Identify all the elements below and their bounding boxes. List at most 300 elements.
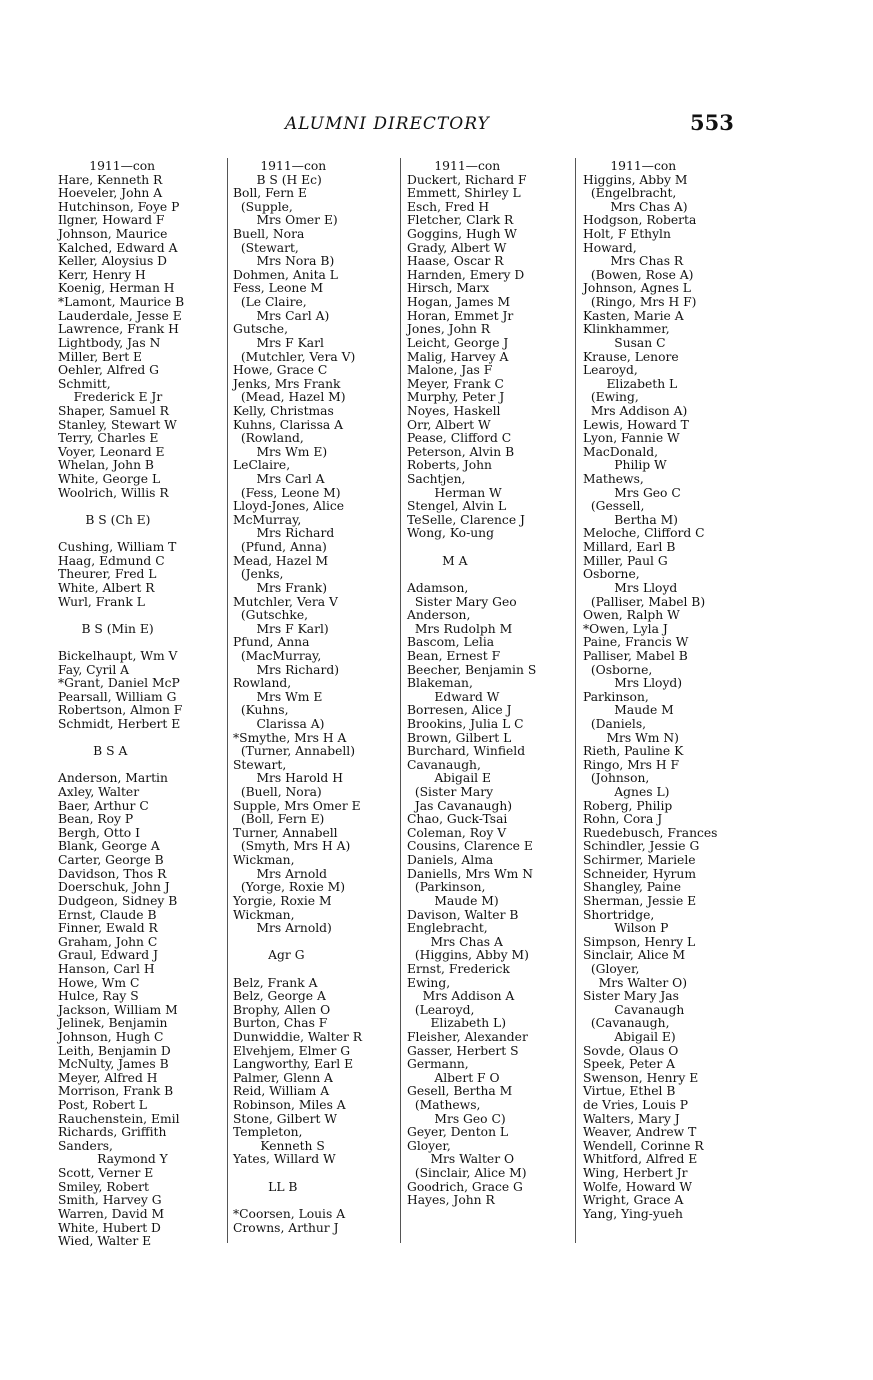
column-divider (400, 158, 401, 1243)
directory-entry: Mrs F Karl) (233, 621, 329, 636)
directory-entry: (Rowland, (233, 431, 304, 446)
directory-entry: Dunwiddie, Walter R (233, 1030, 363, 1044)
directory-entry: Sachtjen, (407, 472, 466, 487)
directory-entry: Schmitt, (58, 376, 111, 391)
directory-entry: Mrs Wm E (233, 689, 323, 704)
directory-entry: Supple, Mrs Omer E (233, 798, 361, 813)
directory-entry: Herman W (407, 485, 502, 500)
directory-entry: Mrs Addison A (407, 989, 515, 1004)
directory-column-4 (583, 160, 743, 1222)
column-divider (227, 158, 228, 1243)
directory-entry: Mrs Carl A) (233, 308, 330, 323)
directory-entry: Bertha M) (583, 512, 678, 527)
directory-entry: MacDonald, (583, 444, 659, 459)
directory-entry: Mrs Arnold (233, 866, 328, 881)
directory-entry (407, 568, 567, 582)
directory-entry: Maude M) (407, 893, 499, 908)
directory-entry: Smiley, Robert (58, 1179, 149, 1194)
directory-entry: Noyes, Haskell (407, 403, 501, 418)
directory-entry: Malig, Harvey A (407, 349, 509, 364)
directory-entry: *Owen, Lyla J (583, 621, 668, 636)
directory-entry: Templeton, (233, 1125, 303, 1140)
directory-entry: Gutsche, (233, 322, 288, 337)
directory-entry: Scott, Verner E (58, 1166, 154, 1181)
directory-entry: Graul, Edward J (58, 948, 158, 963)
directory-entry: Mrs Carl A (233, 472, 325, 487)
directory-entry: Pease, Clifford C (407, 431, 512, 446)
directory-entry: Oehler, Alfred G (58, 363, 159, 378)
directory-entry: *Coorsen, Louis A (233, 1206, 346, 1221)
directory-entry: (Kuhns, (233, 703, 289, 718)
directory-entry: Mead, Hazel M (233, 553, 329, 568)
directory-entry: Yorgie, Roxie M (233, 893, 332, 908)
directory-entry: Sanders, (58, 1138, 113, 1153)
directory-entry: Smith, Harvey G (58, 1193, 162, 1208)
directory-entry: Edward W (407, 689, 500, 704)
directory-entry: *Smythe, Mrs H A (233, 730, 347, 745)
directory-entry: Chao, Guck-Tsai (407, 812, 508, 827)
directory-column-2 (233, 160, 393, 1235)
directory-entry: Jackson, William M (58, 1002, 178, 1017)
directory-entry: (Sister Mary (407, 785, 494, 800)
directory-entry: (Smyth, Mrs H A) (233, 839, 351, 854)
directory-entry: Ilgner, Howard F (58, 213, 165, 228)
directory-entry: Germann, (407, 1057, 469, 1072)
directory-entry: Hutchinson, Foye P (58, 199, 180, 214)
directory-entry: Krause, Lenore (583, 349, 679, 364)
directory-entry: Haag, Edmund C (58, 553, 165, 568)
directory-entry (233, 1194, 393, 1208)
directory-entry: Mrs Chas A (407, 934, 503, 949)
directory-entry: Virtue, Ethel B (583, 1084, 676, 1099)
directory-entry: (Engelbracht, (583, 186, 677, 201)
directory-entry: Borresen, Alice J (407, 703, 512, 718)
directory-entry: Abigail E) (583, 1030, 676, 1044)
directory-entry: Bean, Roy P (58, 812, 134, 827)
directory-entry: Horan, Emmet Jr (407, 308, 514, 323)
directory-entry: Morrison, Frank B (58, 1084, 174, 1099)
directory-entry: (Higgins, Abby M) (407, 948, 529, 963)
directory-entry: TeSelle, Clarence J (407, 512, 525, 527)
directory-entry: Lightbody, Jas N (58, 335, 161, 350)
directory-entry: Mrs Nora B) (233, 254, 335, 269)
directory-entry: Parkinson, (583, 689, 649, 704)
directory-entry: Millard, Earl B (583, 540, 676, 555)
directory-entry: Mrs Richard) (233, 662, 340, 677)
directory-entry: Daniels, Alma (407, 853, 494, 868)
directory-entry: Sister Mary Jas (583, 989, 679, 1004)
directory-entry: Emmett, Shirley L (407, 186, 521, 201)
directory-entry: B S (Ch E) (58, 512, 151, 527)
directory-entry: Robinson, Miles A (233, 1098, 346, 1113)
directory-entry: Belz, Frank A (233, 975, 318, 990)
directory-entry: Wong, Ko-ung (407, 526, 494, 541)
directory-entry: Mrs Walter O) (583, 975, 688, 990)
directory-entry: Wickman, (233, 907, 295, 922)
directory-entry: Lawrence, Frank H (58, 322, 179, 337)
directory-entry: (Cavanaugh, (583, 1016, 670, 1031)
directory-entry: Wright, Grace A (583, 1193, 684, 1208)
directory-entry: Dudgeon, Sidney B (58, 893, 178, 908)
directory-entry: Burton, Chas F (233, 1016, 328, 1031)
directory-entry: Mrs Addison A) (583, 403, 688, 418)
directory-entry: Howe, Grace C (233, 363, 328, 378)
directory-entry: Goggins, Hugh W (407, 227, 517, 242)
directory-entry: Graham, John C (58, 934, 158, 949)
directory-entry: Palliser, Mabel B (583, 648, 688, 663)
directory-entry: Reid, William A (233, 1084, 330, 1099)
directory-entry: Esch, Fred H (407, 199, 490, 214)
directory-entry: Mrs Lloyd (583, 580, 678, 595)
directory-entry: Jenks, Mrs Frank (233, 376, 341, 391)
directory-entry: Mrs Wm N) (583, 730, 679, 745)
directory-entry: Wickman, (233, 853, 295, 868)
directory-entry: Rauchenstein, Emil (58, 1111, 180, 1126)
directory-entry: Kerr, Henry H (58, 267, 146, 282)
directory-entry: Yang, Ying-yueh (583, 1206, 683, 1221)
directory-entry: (Mead, Hazel M) (233, 390, 346, 405)
directory-entry: Robertson, Almon F (58, 703, 183, 718)
directory-entry: Meyer, Alfred H (58, 1070, 158, 1085)
directory-entry: Axley, Walter (58, 785, 140, 800)
directory-entry (233, 936, 393, 950)
directory-entry: Shortridge, (583, 907, 655, 922)
directory-entry: (Boll, Fern E) (233, 812, 325, 827)
directory-entry: Bean, Ernest F (407, 648, 501, 663)
directory-entry: Warren, David M (58, 1206, 165, 1221)
column-divider (575, 158, 576, 1243)
directory-entry: Albert F O (407, 1070, 500, 1085)
directory-entry: Kuhns, Clarissa A (233, 417, 344, 432)
directory-entry: Wied, Walter E (58, 1234, 152, 1249)
directory-entry: Miller, Bert E (58, 349, 143, 364)
directory-entry: Schneider, Hyrum (583, 866, 696, 881)
directory-entry: Brookins, Julia L C (407, 716, 524, 731)
directory-entry: McNulty, James B (58, 1057, 169, 1072)
directory-entry: Howard, (583, 240, 637, 255)
directory-entry: B S (Min E) (58, 621, 154, 636)
directory-entry: Wendell, Corinne R (583, 1138, 704, 1153)
directory-entry: Abigail E (407, 771, 492, 786)
directory-entry: Miller, Paul G (583, 553, 668, 568)
directory-entry: Mrs Lloyd) (583, 676, 683, 691)
directory-entry: Kenneth S (233, 1138, 325, 1153)
directory-entry: (Turner, Annabell) (233, 744, 356, 759)
directory-entry: Jas Cavanaugh) (407, 798, 513, 813)
directory-entry: Hare, Kenneth R (58, 172, 163, 187)
directory-entry: Orr, Albert W (407, 417, 491, 432)
directory-entry: *Grant, Daniel McP (58, 676, 180, 691)
directory-entry: Mrs Arnold) (233, 921, 332, 936)
directory-entry: Harnden, Emery D (407, 267, 525, 282)
directory-column-1 (58, 160, 223, 1249)
directory-entry: Mrs Rudolph M (407, 621, 513, 636)
directory-entry: Brophy, Allen O (233, 1002, 331, 1017)
directory-entry: Hoeveler, John A (58, 186, 163, 201)
directory-entry: Learoyd, (583, 363, 638, 378)
directory-entry: Wing, Herbert Jr (583, 1166, 688, 1181)
directory-entry: (Ringo, Mrs H F) (583, 295, 697, 310)
directory-entry: Bascom, Lelia (407, 635, 495, 650)
directory-entry: B S (H Ec) (233, 172, 322, 187)
directory-entry: (Gutschke, (233, 608, 309, 623)
directory-entry: Rowland, (233, 676, 292, 691)
directory-entry: (Fess, Leone M) (233, 485, 341, 500)
directory-entry: Kalched, Edward A (58, 240, 178, 255)
directory-entry: Mrs Harold H (233, 771, 343, 786)
directory-entry: Rieth, Pauline K (583, 744, 684, 759)
directory-entry: Coleman, Roy V (407, 825, 507, 840)
directory-entry: Fletcher, Clark R (407, 213, 514, 228)
directory-entry: (Palliser, Mabel B) (583, 594, 706, 609)
directory-entry: Yates, Willard W (233, 1152, 336, 1167)
directory-entry: (Osborne, (583, 662, 653, 677)
directory-entry: B S A (58, 744, 128, 759)
directory-entry: Grady, Albert W (407, 240, 507, 255)
directory-entry: Wilson P (583, 921, 669, 936)
directory-entry: Burchard, Winfield (407, 744, 526, 759)
directory-entry: (Parkinson, (407, 880, 486, 895)
directory-entry: Klinkhammer, (583, 322, 670, 337)
directory-entry: Murphy, Peter J (407, 390, 505, 405)
directory-entry: (Pfund, Anna) (233, 540, 327, 555)
directory-entry: Roberg, Philip (583, 798, 673, 813)
directory-entry (58, 732, 223, 746)
directory-entry: (Buell, Nora) (233, 785, 322, 800)
directory-entry: (Stewart, (233, 240, 299, 255)
directory-entry: Ernst, Frederick (407, 961, 510, 976)
directory-entry: (Gloyer, (583, 961, 640, 976)
directory-entry: Davison, Walter B (407, 907, 519, 922)
directory-entry (407, 541, 567, 555)
directory-entry (58, 500, 223, 514)
directory-entry: (Daniels, (583, 716, 647, 731)
directory-entry: Cousins, Clarence E (407, 839, 533, 854)
directory-entry: Blank, George A (58, 839, 160, 854)
directory-entry: Dohmen, Anita L (233, 267, 338, 282)
directory-entry: Mrs Chas R (583, 254, 684, 269)
directory-entry: Bergh, Otto I (58, 825, 140, 840)
directory-entry: Roberts, John (407, 458, 492, 473)
directory-entry: Hulce, Ray S (58, 989, 139, 1004)
directory-entry: Adamson, (407, 580, 469, 595)
directory-entry: Mrs Geo C (583, 485, 681, 500)
directory-entry: 1911—con (58, 159, 156, 173)
directory-entry: Wurl, Frank L (58, 594, 145, 609)
directory-entry: 1911—con (583, 159, 677, 173)
running-title: ALUMNI DIRECTORY (285, 114, 490, 134)
directory-entry: McMurray, (233, 512, 302, 527)
directory-entry: Maude M (583, 703, 674, 718)
directory-entry: Lyon, Fannie W (583, 431, 680, 446)
directory-entry: Schindler, Jessie G (583, 839, 700, 854)
directory-entry: (Sinclair, Alice M) (407, 1166, 527, 1181)
directory-entry (233, 1167, 393, 1181)
directory-entry: Johnson, Agnes L (583, 281, 691, 296)
directory-entry: Whitford, Alfred E (583, 1152, 698, 1167)
directory-entry: Fess, Leone M (233, 281, 324, 296)
directory-entry: Terry, Charles E (58, 431, 159, 446)
directory-entry: Ernst, Claude B (58, 907, 157, 922)
directory-entry: Wolfe, Howard W (583, 1179, 693, 1194)
directory-entry: Englebracht, (407, 921, 488, 936)
directory-entry: Schirmer, Mariele (583, 853, 696, 868)
directory-entry: Fleisher, Alexander (407, 1030, 528, 1044)
directory-entry: Speek, Peter A (583, 1057, 676, 1072)
directory-entry: Mrs F Karl (233, 335, 324, 350)
directory-entry: Stewart, (233, 757, 287, 772)
directory-entry: *Lamont, Maurice B (58, 295, 185, 310)
directory-entry (58, 609, 223, 623)
directory-entry: Carter, George B (58, 853, 164, 868)
directory-entry (58, 527, 223, 541)
directory-entry: de Vries, Louis P (583, 1098, 689, 1113)
directory-entry: Weaver, Andrew T (583, 1125, 697, 1140)
directory-entry: Bickelhaupt, Wm V (58, 648, 178, 663)
directory-entry: Sherman, Jessie E (583, 893, 697, 908)
directory-entry (58, 759, 223, 773)
directory-entry: Meloche, Clifford C (583, 526, 705, 541)
directory-entry: LL B (233, 1179, 298, 1194)
directory-entry: Mrs Walter O (407, 1152, 515, 1167)
directory-entry: Mrs Richard (233, 526, 335, 541)
directory-entry: Belz, George A (233, 989, 326, 1004)
directory-entry: Anderson, (407, 608, 471, 623)
directory-entry: Mrs Chas A) (583, 199, 688, 214)
directory-entry: Higgins, Abby M (583, 172, 688, 187)
directory-entry: Elvehjem, Elmer G (233, 1043, 351, 1058)
directory-entry: White, Hubert D (58, 1220, 161, 1235)
directory-entry: (Ewing, (583, 390, 639, 405)
directory-entry: Lewis, Howard T (583, 417, 689, 432)
directory-entry: Ruedebusch, Frances (583, 825, 718, 840)
directory-entry: (Learoyd, (407, 1002, 475, 1017)
directory-entry: Walters, Mary J (583, 1111, 680, 1126)
directory-entry: Gasser, Herbert S (407, 1043, 519, 1058)
directory-entry: Ewing, (407, 975, 451, 990)
directory-entry: Haase, Oscar R (407, 254, 504, 269)
directory-entry: Howe, Wm C (58, 975, 140, 990)
directory-entry: Cavanaugh (583, 1002, 685, 1017)
directory-entry: Hanson, Carl H (58, 961, 155, 976)
directory-entry: Cavanaugh, (407, 757, 481, 772)
directory-entry: Langworthy, Earl E (233, 1057, 354, 1072)
directory-entry: White, Albert R (58, 580, 155, 595)
directory-entry: Agnes L) (583, 785, 670, 800)
directory-entry: Simpson, Henry L (583, 934, 696, 949)
directory-entry: Kelly, Christmas (233, 403, 334, 418)
directory-entry: Elizabeth L) (407, 1016, 506, 1031)
directory-entry: White, George L (58, 472, 161, 487)
directory-entry: Mutchler, Vera V (233, 594, 338, 609)
directory-entry: Gesell, Bertha M (407, 1084, 513, 1099)
directory-entry: Hayes, John R (407, 1193, 495, 1208)
directory-entry: Boll, Fern E (233, 186, 307, 201)
directory-entry: Fay, Cyril A (58, 662, 130, 677)
directory-entry: Philip W (583, 458, 667, 473)
directory-entry: Theurer, Fred L (58, 567, 157, 582)
directory-entry: Frederick E Jr (58, 390, 163, 405)
directory-entry: Duckert, Richard F (407, 172, 527, 187)
directory-entry: Mrs Omer E) (233, 213, 338, 228)
directory-entry: (Yorge, Roxie M) (233, 880, 346, 895)
directory-entry: Blakeman, (407, 676, 473, 691)
directory-entry: Schmidt, Herbert E (58, 716, 181, 731)
directory-entry (58, 636, 223, 650)
directory-entry: Keller, Aloysius D (58, 254, 168, 269)
directory-column-3 (407, 160, 567, 1208)
directory-entry: Hirsch, Marx (407, 281, 490, 296)
page-number: 553 (690, 110, 734, 135)
directory-entry: Sister Mary Geo (407, 594, 517, 609)
directory-entry: (Supple, (233, 199, 293, 214)
directory-entry: Shangley, Paine (583, 880, 681, 895)
directory-entry: Whelan, John B (58, 458, 154, 473)
directory-entry: Shaper, Samuel R (58, 403, 169, 418)
directory-entry: Ringo, Mrs H F (583, 757, 680, 772)
directory-entry: Palmer, Glenn A (233, 1070, 333, 1085)
directory-entry: Rohn, Cora J (583, 812, 663, 827)
directory-entry: (Le Claire, (233, 295, 307, 310)
directory-entry: Raymond Y (58, 1152, 168, 1167)
directory-entry: Doerschuk, John J (58, 880, 170, 895)
directory-entry: Stone, Gilbert W (233, 1111, 337, 1126)
directory-entry: Anderson, Martin (58, 771, 168, 786)
directory-entry: Mrs Frank) (233, 580, 328, 595)
directory-entry: Turner, Annabell (233, 825, 338, 840)
directory-entry: Baer, Arthur C (58, 798, 149, 813)
directory-entry: Johnson, Hugh C (58, 1030, 164, 1044)
directory-entry: Mrs Geo C) (407, 1111, 506, 1126)
directory-entry: Clarissa A) (233, 716, 325, 731)
directory-entry: Peterson, Alvin B (407, 444, 515, 459)
directory-entry: Sovde, Olaus O (583, 1043, 679, 1058)
directory-entry: Beecher, Benjamin S (407, 662, 537, 677)
directory-entry: M A (407, 553, 468, 568)
directory-entry: Leicht, George J (407, 335, 509, 350)
directory-entry: Kasten, Marie A (583, 308, 684, 323)
directory-entry: 1911—con (233, 159, 327, 173)
directory-entry: Owen, Ralph W (583, 608, 680, 623)
directory-entry: Finner, Ewald R (58, 921, 158, 936)
directory-entry: Stengel, Alvin L (407, 499, 507, 514)
directory-entry: Malone, Jas F (407, 363, 493, 378)
directory-entry: (Bowen, Rose A) (583, 267, 694, 282)
page-header (0, 110, 873, 140)
directory-entry: Buell, Nora (233, 227, 305, 242)
directory-entry: Hogan, James M (407, 295, 511, 310)
directory-entry: Daniells, Mrs Wm N (407, 866, 533, 881)
directory-entry: Richards, Griffith (58, 1125, 167, 1140)
directory-entry: Paine, Francis W (583, 635, 689, 650)
directory-entry: (Mathews, (407, 1098, 481, 1113)
directory-entry: Osborne, (583, 567, 640, 582)
directory-entry: Crowns, Arthur J (233, 1220, 339, 1235)
directory-entry: Holt, F Ethyln (583, 227, 671, 242)
directory-entry: 1911—con (407, 159, 501, 173)
directory-entry: Swenson, Henry E (583, 1070, 699, 1085)
directory-entry: Geyer, Denton L (407, 1125, 509, 1140)
directory-entry: Elizabeth L (583, 376, 678, 391)
directory-entry: (MacMurray, (233, 648, 322, 663)
directory-entry: (Johnson, (583, 771, 650, 786)
directory-entry: Sinclair, Alice M (583, 948, 686, 963)
directory-entry: LeClaire, (233, 458, 291, 473)
directory-entry: Brown, Gilbert L (407, 730, 512, 745)
directory-entry: Pfund, Anna (233, 635, 310, 650)
directory-entry: Davidson, Thos R (58, 866, 167, 881)
directory-entry: Voyer, Leonard E (58, 444, 165, 459)
